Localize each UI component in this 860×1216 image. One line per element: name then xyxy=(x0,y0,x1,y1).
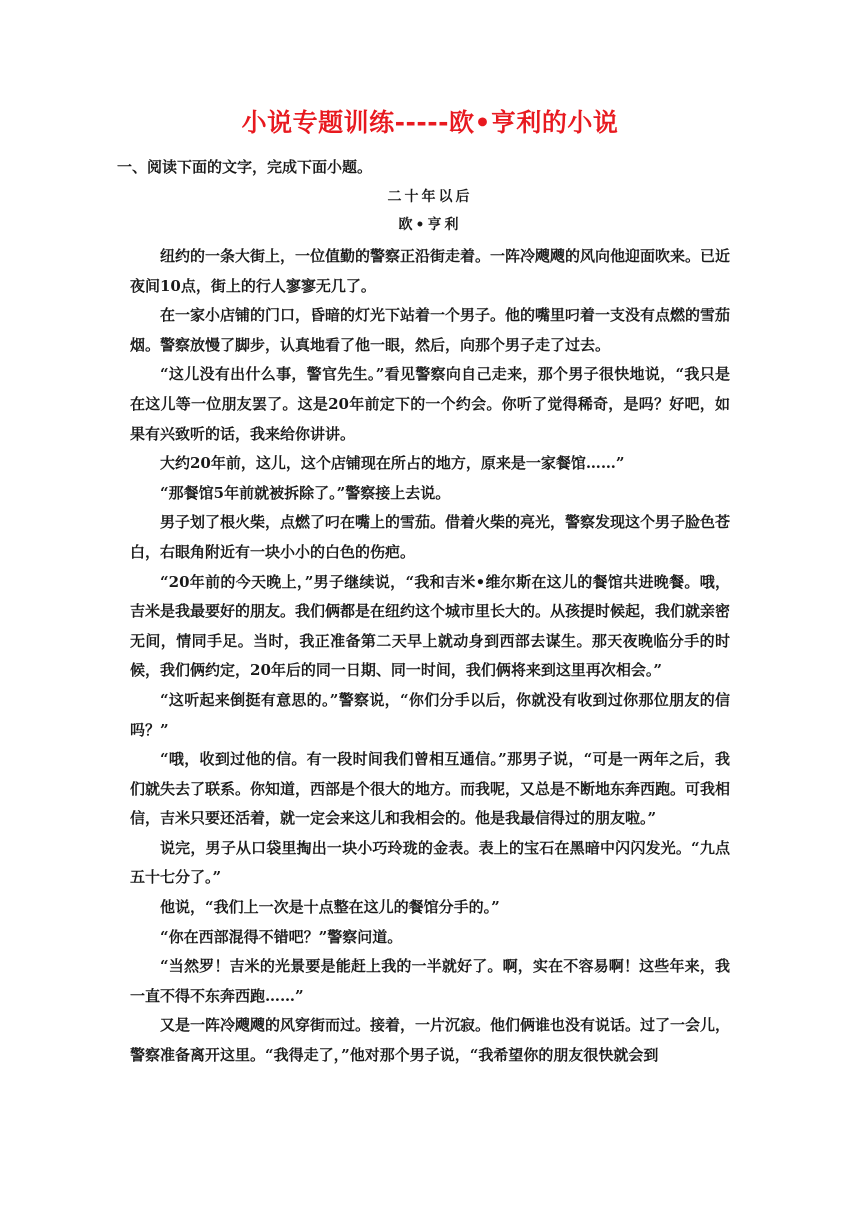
story-body xyxy=(130,242,730,1071)
paragraph: “你在西部混得不错吧？”警察问道。 xyxy=(160,927,403,946)
paragraph: 大约20年前，这儿，这个店铺现在所占的地方，原来是一家餐馆……” xyxy=(160,454,625,473)
story-title: 二十年以后 xyxy=(387,189,473,205)
question-instruction: 一、阅读下面的文字，完成下面小题。 xyxy=(117,158,373,176)
paragraph: “当然罗！吉米的光景要是能赶上我的一半就好了。啊，实在不容易啊！这些年来，我一直不得不东奔西跑……” xyxy=(130,957,730,1005)
paragraph: 他说，“我们上一次是十点整在这儿的餐馆分手的。” xyxy=(160,898,500,917)
paragraph: “20年前的今天晚上，”男子继续说，“我和吉米•维尔斯在这儿的餐馆共进晚餐。哦，吉米是我最要好的朋友。我们俩都是在纽约这个城市里长大的。从孩提时候起，我们就亲密无间，情同手足。当时，我正准备第二天早上就动身到西部去谋生。那天夜晚临分手的时候，我们俩约定，20年后的同一日期、同一时间，我们俩将来到这里再次相会。” xyxy=(130,572,731,680)
document-title: 小说专题训练-----欧•亨利的小说 xyxy=(241,108,619,137)
paragraph: “这听起来倒挺有意思的。”警察说，“你们分手以后，你就没有收到过你那位朋友的信吗？” xyxy=(130,690,730,739)
paragraph: “这儿没有出什么事，警官先生。”看见警察向自己走来，那个男子很快地说，“我只是在这儿等一位朋友罢了。这是20年前定下的一个约会。你听了觉得稀奇，是吗？好吧，如果有兴致听的话，我来给你讲讲。 xyxy=(130,365,730,443)
paragraph: 又是一阵冷飕飕的风穿街而过。接着，一片沉寂。他们俩谁也没有说话。过了一会儿，警察准备离开这里。“我得走了，”他对那个男子说，“我希望你的朋友很快就会到 xyxy=(130,1016,731,1065)
paragraph: “哦，收到过他的信。有一段时间我们曾相互通信。”那男子说，“可是一两年之后，我们就失去了联系。你知道，西部是个很大的地方。而我呢，又总是不断地东奔西跑。可我相信，吉米只要还活着，就一定会来这儿和我相会的。他是我最信得过的朋友啦。” xyxy=(130,750,731,828)
paragraph: 说完，男子从口袋里掏出一块小巧玲珑的金表。表上的宝石在黑暗中闪闪发光。“九点五十七分了。” xyxy=(130,838,730,887)
paragraph: 纽约的一条大街上，一位值勤的警察正沿街走着。一阵冷飕飕的风向他迎面吹来。已近夜间10点，街上的行人寥寥无几了。 xyxy=(130,247,731,295)
paragraph: 男子划了根火柴，点燃了叼在嘴上的雪茄。借着火柴的亮光，警察发现这个男子脸色苍白，右眼角附近有一块小小的白色的伤疤。 xyxy=(130,513,731,561)
paragraph: 在一家小店铺的门口，昏暗的灯光下站着一个男子。他的嘴里叼着一支没有点燃的雪茄烟。警察放慢了脚步，认真地看了他一眼，然后，向那个男子走了过去。 xyxy=(130,306,731,354)
story-author: 欧•亨利 xyxy=(398,217,462,233)
paragraph: “那餐馆5年前就被拆除了。”警察接上去说。 xyxy=(160,483,451,502)
